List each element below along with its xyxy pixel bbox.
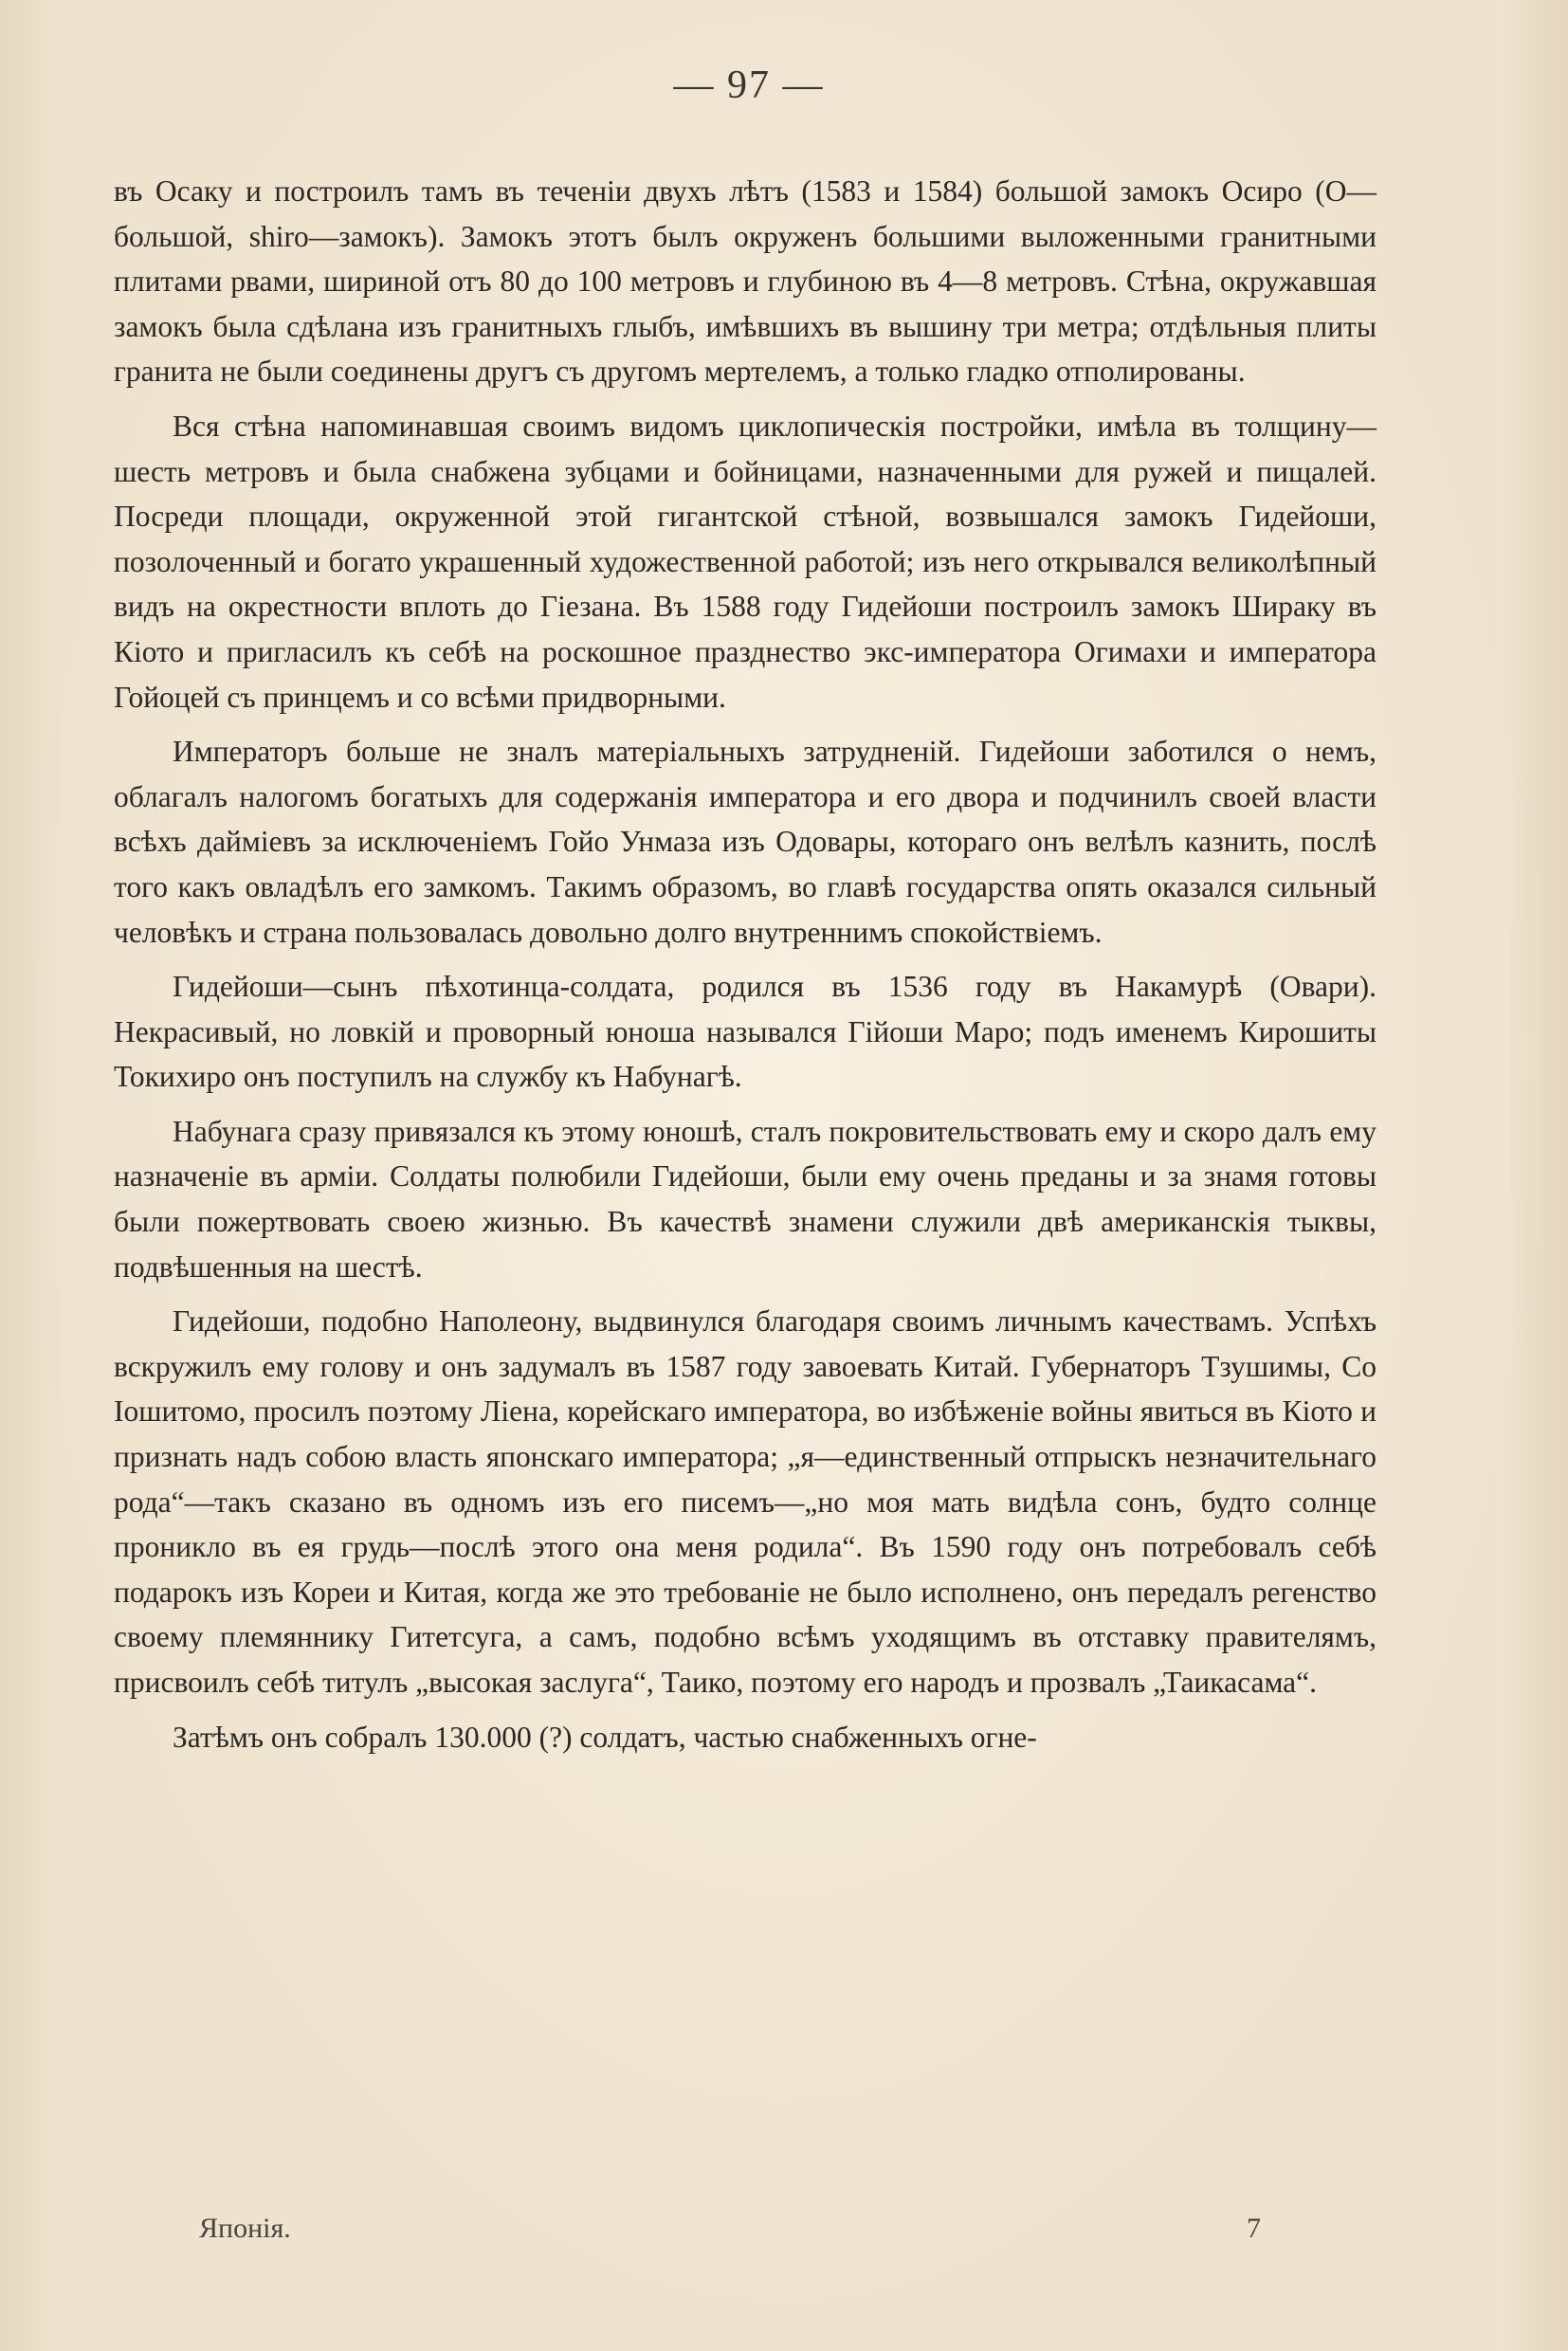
page-number: — 97 —	[673, 64, 825, 107]
sheet-number: 7	[1247, 2213, 1261, 2244]
paragraph-7: Затѣмъ онъ собралъ 130.000 (?) солдатъ, частью снабженныхъ огне-	[173, 1720, 1037, 1754]
paragraph-5: Набунага сразу привязался къ этому юношѣ, сталъ покровительствовать ему и скоро далъ ему назначеніе въ арміи. Солдаты полюбили Гидейоши, были ему очень преданы и за знамя готовы были пожертвовать своею жизнью. Въ качествѣ знамени служили двѣ американскія тыквы, подвѣшенныя на шестѣ.	[114, 1114, 1377, 1284]
paragraph-1: въ Осаку и построилъ тамъ въ теченіи двухъ лѣтъ (1583 и 1584) большой замокъ Осиро (O—большой, shiro—замокъ). Замокъ этотъ былъ окруженъ большими выложенными гранитными плитами рвами, шириной отъ 80 до 100 метровъ и глубиною въ 4—8 метровъ. Стѣна, окружавшая замокъ была сдѣлана изъ гранитныхъ глыбъ, имѣвшихъ въ вышину три метра; отдѣльныя плиты гранита не были соединены другъ съ другомъ мертелемъ, а только гладко отполированы.	[114, 174, 1377, 389]
page-footer	[199, 2213, 1261, 2245]
paragraph-4: Гидейоши—сынъ пѣхотинца-солдата, родился въ 1536 году въ Накамурѣ (Овари). Некрасивый, но ловкій и проворный юноша назывался Гійоши Маро; подъ именемъ Кирошиты Токихиро онъ поступилъ на службу къ Набунагѣ.	[114, 970, 1377, 1094]
paragraph-2: Вся стѣна напоминавшая своимъ видомъ циклопическія постройки, имѣла въ толщину—шесть метровъ и была снабжена зубцами и бойницами, назначенными для ружей и пищалей. Посреди площади, окруженной этой гигантской стѣной, возвышался замокъ Гидейоши, позолоченный и богато украшенный художественной работой; изъ него открывался великолѣпный видъ на окрестности вплоть до Гiезана. Въ 1588 году Гидейоши построилъ замокъ Шираку въ Кіото и пригласилъ къ себѣ на роскошное празднество экс-императора Огимахи и императора Гойоцей съ принцемъ и со всѣми придворными.	[114, 409, 1377, 714]
body-text	[114, 169, 1377, 1769]
paragraph-6: Гидейоши, подобно Наполеону, выдвинулся благодаря своимъ личнымъ качествамъ. Успѣхъ вскружилъ ему голову и онъ задумалъ въ 1587 году завоевать Китай. Губернаторъ Тзушимы, Со Іошитомо, просилъ поэтому Ліена, корейскаго императора, во избѣженіе войны явиться въ Кіото и признать надъ собою власть японскаго императора; „я—единственный отпрыскъ незначительнаго рода“—такъ сказано въ одномъ изъ его писемъ—„но моя мать видѣла сонъ, будто солнце проникло въ ея грудь—послѣ этого она меня родила“. Въ 1590 году онъ потребовалъ себѣ подарокъ изъ Кореи и Китая, когда же это требованіе не было исполнено, онъ передалъ регенство своему племяннику Гитетсуга, а самъ, подобно всѣмъ уходящимъ въ отставку правителямъ, присвоилъ себѣ титулъ „высокая заслуга“, Таико, поэтому его народъ и прозвалъ „Таикасама“.	[114, 1304, 1377, 1699]
paragraph-3: Императоръ больше не зналъ матеріальныхъ затрудненій. Гидейоши заботился о немъ, облагалъ налогомъ богатыхъ для содержанія императора и его двора и подчинилъ своей власти всѣхъ даймiевъ за исключеніемъ Гойо Унмаза изъ Одовары, котораго онъ велѣлъ казнить, послѣ того какъ овладѣлъ его замкомъ. Такимъ образомъ, во главѣ государства опять оказался сильный человѣкъ и страна пользовалась довольно долго внутреннимъ спокойствіемъ.	[114, 735, 1377, 949]
signature-mark: Японія.	[199, 2213, 291, 2244]
